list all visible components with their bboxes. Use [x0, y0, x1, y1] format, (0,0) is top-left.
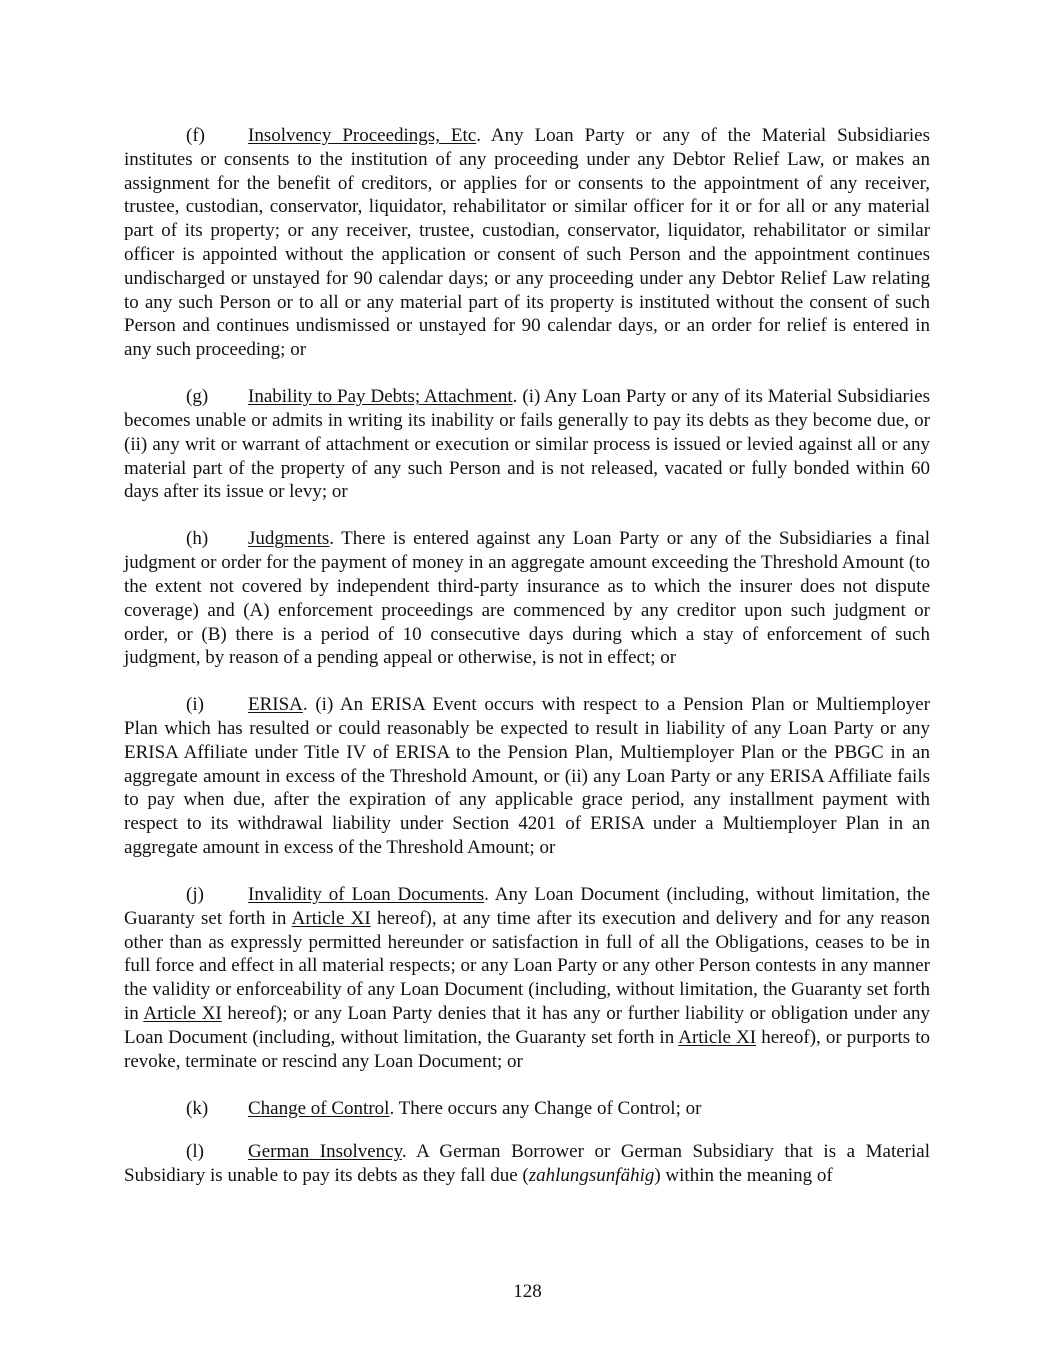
section-body: ) within the meaning of: [654, 1165, 833, 1187]
section-heading: ERISA: [248, 694, 303, 716]
section-body: hereof), or purports to revoke, terminate or rescind any Loan Document; or: [124, 1026, 930, 1072]
section-marker: (h): [186, 528, 209, 550]
section-marker: (i): [186, 694, 204, 716]
section-body: . Any Loan Document (including, without limitation, the Guaranty set forth in: [124, 884, 931, 929]
document-page: [124, 124, 930, 1211]
page-number: 128: [513, 1281, 542, 1302]
section-j: [124, 883, 930, 1073]
section-marker: (f): [186, 125, 205, 146]
german-term: zahlungsunfähig: [528, 1165, 655, 1187]
section-k: [124, 1097, 930, 1121]
section-heading: Insolvency Proceedings, Etc: [248, 125, 477, 146]
article-reference: Article XI: [143, 1003, 222, 1025]
section-f: [124, 124, 930, 362]
section-marker: (j): [186, 884, 204, 906]
section-marker: (g): [186, 386, 209, 408]
section-body: hereof), at any time after its execution and delivery and for any reason other than as expressly permitted hereunder or satisfaction in full of all the Obligations, ceases to be in full force and effect in all material respects; or any Loan Party or any other Person contests in any manner the validity or enforceability of any Loan Document (including, without limitation, the Guaranty set forth in: [124, 907, 930, 1025]
section-heading: Inability to Pay Debts; Attachment: [248, 386, 513, 408]
section-body: . There is entered against any Loan Party or any of the Subsidiaries a final judgment or order for the payment of money in an aggregate amount exceeding the Threshold Amount (to the extent not covered by independent third-party insurance as to which the insurer does not dispute coverage) and (A) enforcement proceedings are commenced by any creditor upon such judgment or order, or (B) there is a period of 10 consecutive days during which a stay of enforcement of such judgment, by reason of a pending appeal or otherwise, is not in effect; or: [124, 528, 930, 669]
section-heading: Judgments: [248, 528, 330, 550]
section-body: . There occurs any Change of Control; or: [389, 1097, 702, 1119]
section-l: [124, 1140, 930, 1188]
section-h: [124, 527, 930, 670]
section-marker: (l): [186, 1141, 204, 1163]
section-marker: (k): [186, 1097, 209, 1119]
section-i: [124, 693, 930, 860]
section-body: hereof); or any Loan Party denies that it has any or further liability or obligation under any Loan Document (including, without limitation, the Guaranty set forth in: [124, 1003, 931, 1048]
section-heading: German Insolvency: [248, 1141, 402, 1163]
article-reference: Article XI: [678, 1026, 757, 1048]
section-body: . A German Borrower or German Subsidiary that is a Material Subsidiary is unable to pay its debts as they fall due (: [124, 1141, 930, 1187]
section-body: . (i) Any Loan Party or any of its Material Subsidiaries becomes unable or admits in writing its inability or fails generally to pay its debts as they become due, or (ii) any writ or warrant of attachment or execution or similar process is issued or levied against all or any material part of the property of any such Person and is not released, vacated or fully bonded within 60 days after its issue or levy; or: [124, 386, 930, 503]
section-heading: Change of Control: [248, 1097, 390, 1119]
section-heading: Invalidity of Loan Documents: [248, 884, 485, 906]
section-body: . Any Loan Party or any of the Material Subsidiaries institutes or consents to the institution of any proceeding under any Debtor Relief Law, or makes an assignment for the benefit of creditors, or applies for or consents to the appointment of any receiver, trustee, custodian, conservator, liquidator, rehabilitator or similar officer for it or for all or any material part of its property; or any receiver, trustee, custodian, conservator, liquidator, rehabilitator or similar officer is appointed without the application or consent of such Person and the appointment continues undischarged or unstayed for 90 calendar days; or any proceeding under any Debtor Relief Law relating to any such Person or to all or any material part of its property is instituted without the consent of such Person and continues undismissed or unstayed for 90 calendar days, or an order for relief is entered in any such proceeding; or: [124, 125, 930, 361]
section-body: . (i) An ERISA Event occurs with respect to a Pension Plan or Multiemployer Plan which has resulted or could reasonably be expected to result in liability of any Loan Party or any ERISA Affiliate under Title IV of ERISA to the Pension Plan, Multiemployer Plan or the PBGC in an aggregate amount in excess of the Threshold Amount, or (ii) any Loan Party or any ERISA Affiliate fails to pay when due, after the expiration of any applicable grace period, any installment payment with respect to its withdrawal liability under Section 4201 of ERISA under a Multiemployer Plan in an aggregate amount in excess of the Threshold Amount; or: [124, 694, 930, 859]
article-reference: Article XI: [291, 907, 371, 929]
section-g: [124, 385, 930, 504]
